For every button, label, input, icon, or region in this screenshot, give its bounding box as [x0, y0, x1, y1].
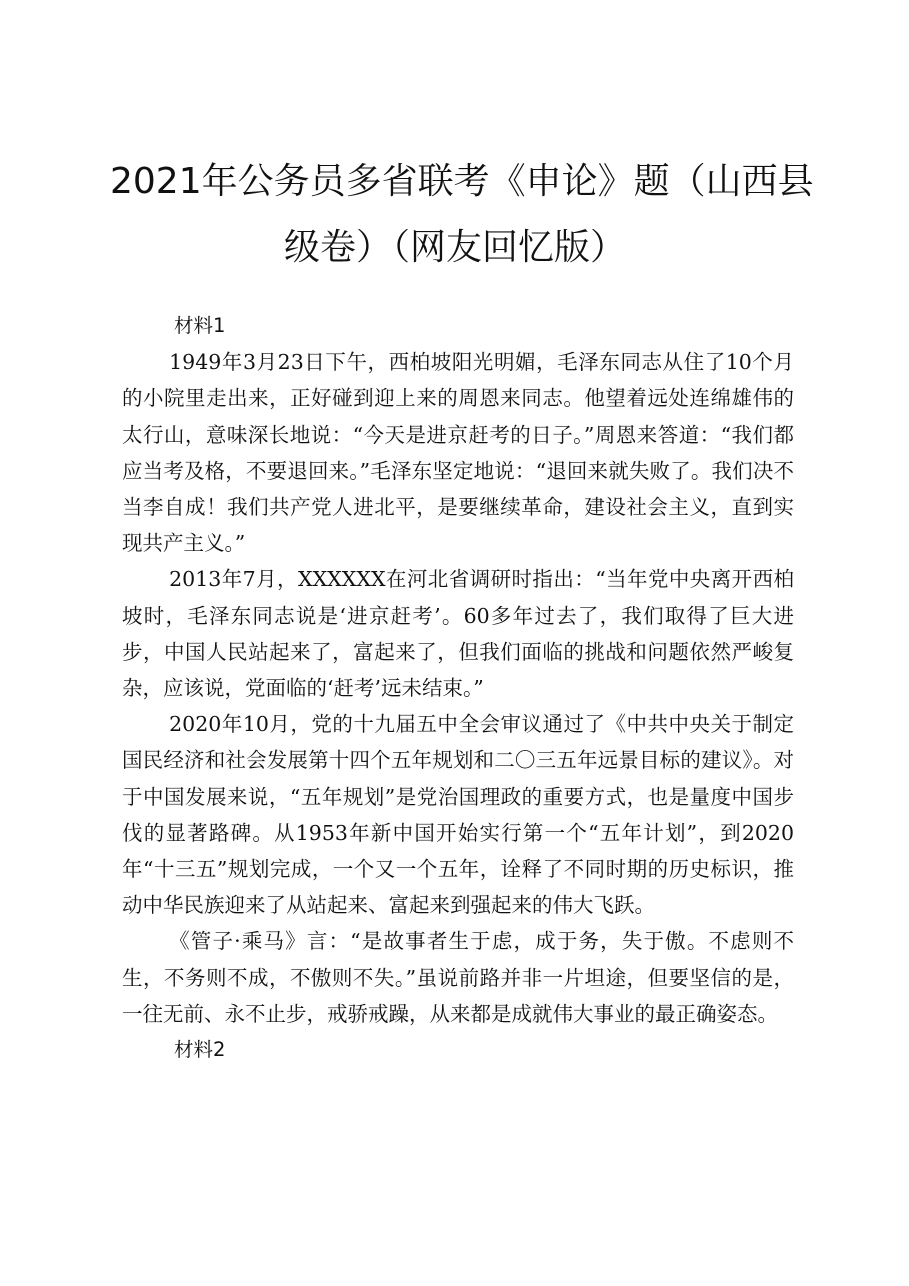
- paragraph-1: 1949年3月23日下午，西柏坡阳光明媚，毛泽东同志从住了10个月的小院里走出来，正好碰到迎上来的周恩来同志。他望着远处连绵雄伟的太行山，意味深长地说：“今天是进京赶考的日子。”周恩来答道：“我们都应当考及格，不要退回来。”毛泽东坚定地说：“退回来就失败了。我们决不当李自成！我们共产党人进北平，是要继续革命，建设社会主义，直到实现共产主义。”: [122, 350, 794, 556]
- document-title-line-2: 级卷）（网友回忆版）: [283, 227, 626, 268]
- document-body: [122, 308, 794, 1068]
- paragraph-4: 《管子·乘马》言：“是故事者生于虑，成于务，失于傲。不虑则不生，不务则不成，不傲则不失。”虽说前路并非一片坦途，但要坚信的是，一往无前、永不止步，戒骄戒躁，从来都是成就伟大事业的最正确姿态。: [122, 929, 794, 1026]
- paragraph-2: 2013年7月，XXXXXX在河北省调研时指出：“当年党中央离开西柏坡时，毛泽东同志说是‘进京赶考’。60多年过去了，我们取得了巨大进步，中国人民站起来了，富起来了，但我们面临的挑战和问题依然严峻复杂，应该说，党面临的‘赶考’远未结束。”: [122, 567, 794, 701]
- section-heading-material-2: 材料2: [174, 1038, 226, 1062]
- document-title-line-1: 2021年公务员多省联考《申论》题（山西县: [110, 161, 814, 202]
- section-heading-material-1: 材料1: [174, 314, 226, 337]
- paragraph-3: 2020年10月，党的十九届五中全会审议通过了《中共中央关于制定国民经济和社会发展第十四个五年规划和二〇三五年远景目标的建议》。对于中国发展来说，“五年规划”是党治国理政的重要方式，也是量度中国步伐的显著路碑。从1953年新中国开始实行第一个“五年计划”，到2020年“十三五”规划完成，一个又一个五年，诠释了不同时期的历史标识，推动中华民族迎来了从站起来、富起来到强起来的伟大飞跃。: [122, 712, 794, 918]
